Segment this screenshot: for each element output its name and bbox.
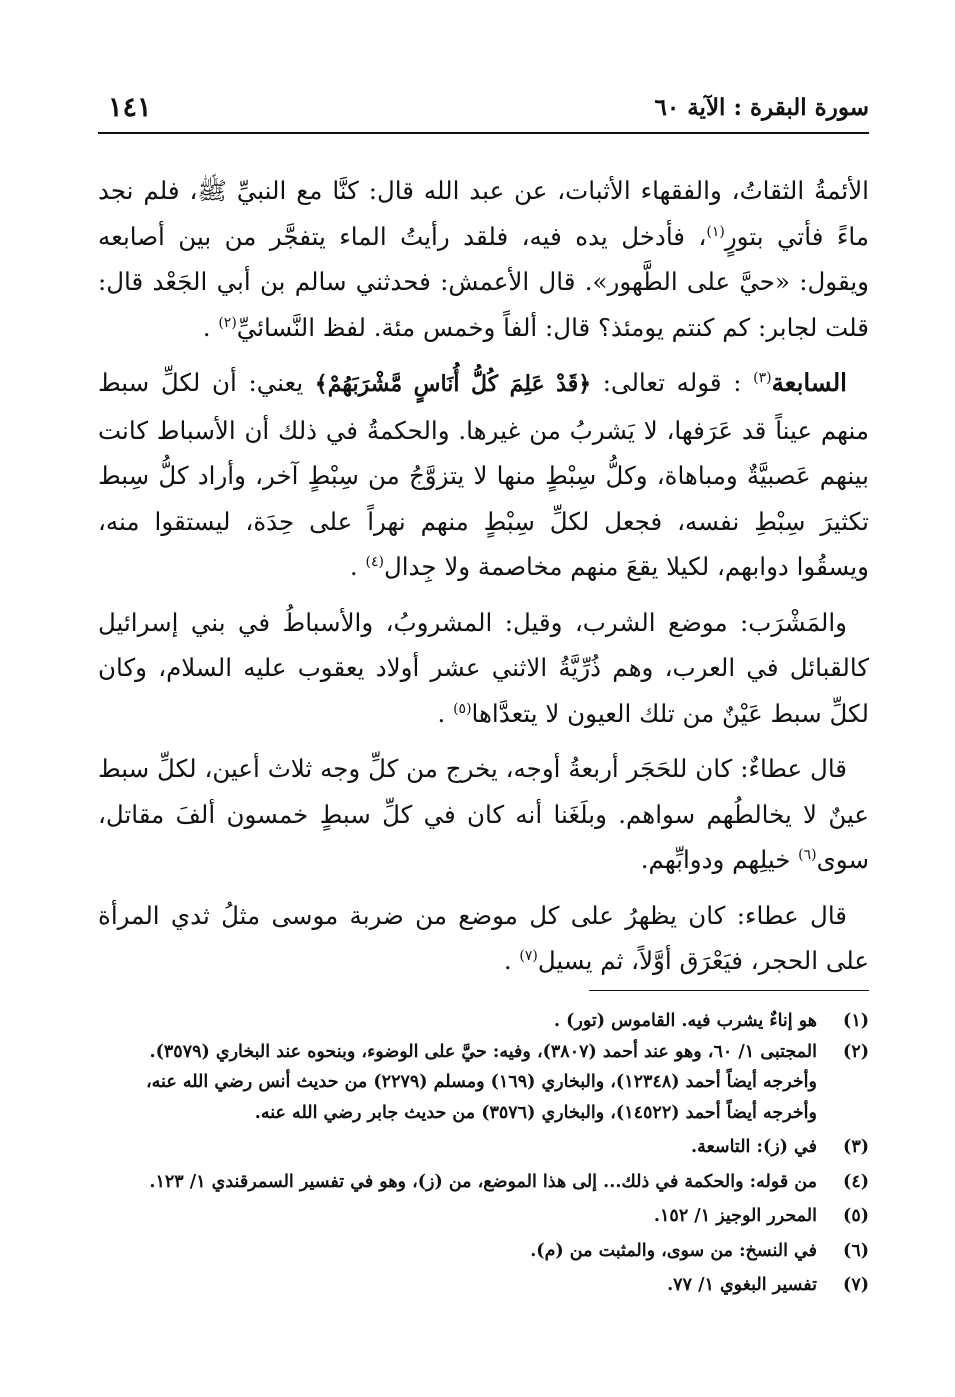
footnote-text: في النسخ: من سوى، والمثبت من (م).: [530, 1240, 817, 1261]
text-run: قال عطاءٌ: كان للحَجَر أربعةُ أوجه، يخرج من كلِّ وجه ثلاث أعين، لكلِّ سبط عينٌ لا يخالطُهم سواهم. وبلَغَنا أنه كان في كلِّ سبطٍ خمسون ألفَ مقاتل، سوى: [98, 754, 869, 874]
main-text: [98, 168, 869, 994]
footnotes: [98, 1006, 869, 1301]
footnote-divider: [589, 990, 869, 991]
footnote-ref-5: (٥): [453, 700, 472, 717]
paragraph-1: [98, 168, 869, 350]
footnote-number: (٧): [843, 1275, 869, 1295]
footnote-4: [98, 1167, 869, 1198]
text-run: .: [349, 552, 366, 581]
paragraph-4: [98, 746, 869, 883]
paragraph-3: [98, 600, 869, 737]
text-run: قال عطاء: كان يظهرُ على كل موضع من ضربة موسى مثلُ ثدي المرأة على الحجر، فيَعْرَق أوَّلاً، ثم يسيل: [98, 900, 869, 975]
footnote-number: (٢): [843, 1041, 869, 1062]
footnote-ref-7: (٧): [519, 947, 538, 964]
text-run: .: [437, 698, 454, 728]
text-run: : قوله تعالى:: [591, 368, 754, 397]
footnote-ref-3: (٣): [753, 369, 772, 386]
footnote-ref-2: (٢): [218, 314, 237, 331]
footnote-1: [98, 1006, 869, 1037]
issue-label: السابعة: [771, 368, 847, 397]
text-run: .: [503, 946, 520, 975]
footnote-6: [98, 1236, 869, 1267]
page-number: ١٤١: [108, 92, 152, 123]
footnote-2: [98, 1037, 869, 1129]
footnote-text: هو إناءٌ يشرب فيه. القاموس (تور) .: [553, 1011, 817, 1031]
footnote-7: [98, 1270, 869, 1301]
footnote-text: من قوله: والحكمة في ذلك... إلى هذا الموضع، من (ز)، وهو في تفسير السمرقندي ١/ ١٢٣.: [149, 1171, 817, 1192]
text-run: .: [202, 312, 219, 342]
paragraph-5: [98, 893, 869, 984]
text-run: الأئمةُ الثقاتُ، والفقهاء الأثبات، عن عبد الله قال: كنَّا مع النبيِّ ﷺ، فلم نجد ماءً فأتي بتورٍ: [98, 176, 869, 251]
footnote-ref-4: (٤): [365, 553, 384, 570]
footnote-number: (٥): [843, 1206, 869, 1226]
running-title: سورة البقرة : الآية ٦٠: [654, 94, 869, 121]
footnote-3: [98, 1132, 869, 1163]
text-run: خيلِهم ودوابِّهم.: [640, 845, 799, 874]
footnote-text: في (ز): التاسعة.: [691, 1137, 817, 1157]
quran-verse: ﴿قَدْ عَلِمَ كُلُّ أُنَاسٍ مَّشْرَبَهُمْ﴾: [314, 371, 592, 397]
footnote-number: (٦): [843, 1240, 869, 1261]
footnote-ref-6: (٦): [798, 846, 817, 863]
footnote-number: (٣): [843, 1137, 869, 1157]
footnote-text: المحرر الوجيز ١/ ١٥٢.: [653, 1206, 817, 1226]
paragraph-2: [98, 360, 869, 590]
footnote-number: (١): [843, 1011, 869, 1031]
footnote-text: المجتبى ١/ ٦٠، وهو عند أحمد (٣٨٠٧)، وفيه: حيَّ على الوضوء، وبنحوه عند البخاري (٣٥٧٩). وأخرجه أيضاً أحمد (١٢٣٤٨)، والبخاري (١٦٩) ومسلم (٢٢٧٩) من حديث أنس رضي الله عنه، وأخرجه أيضاً أحمد (١٤٥٢٢)، والبخاري (٣٥٧٦) من حديث جابر رضي الله عنه.: [146, 1041, 817, 1123]
page-header: [98, 88, 869, 134]
text-run: ، فأدخل يده فيه، فلقد رأيتُ الماء يتفجَّر من بين أصابعه ويقول: «حيَّ على الطَّهور». قال الأعمش: فحدثني سالم بن أبي الجَعْد قال: قلت لجابر: كم كنتم يومئذ؟ قال: ألفاً وخمس مئة. لفظ النَّسائيِّ: [98, 221, 869, 342]
text-run: والمَشْرَب: موضع الشرب، وقيل: المشروبُ، والأسباطُ في بني إسرائيل كالقبائل في العرب، وهم ذُرِّيَّةُ الاثني عشر أولاد يعقوب عليه السلام، وكان لكلِّ سبط عَيْنٌ من تلك العيون لا يتعدَّاها: [98, 607, 869, 728]
footnote-number: (٤): [843, 1171, 869, 1192]
text-run: يعني: أن لكلِّ سبط منهم عيناً قد عَرَفها، لا يَشربُ من غيرها. والحكمةُ في ذلك أن الأسباط كانت بينهم عَصبيَّةٌ ومباهاة، وكلُّ سِبْطٍ منها لا يتزوَّجُ من سِبْطٍ آخر، وأراد كلُّ سِبط تكثيرَ سِبْطِ نفسه، فجعل لكلِّ سِبْطٍ منهم نهراً على حِدَة، ليستقوا منه، ويسقُوا دوابهم، لكيلا يقعَ منهم مخاصمة ولا جِدال: [98, 368, 869, 581]
footnote-ref-1: (١): [706, 223, 725, 240]
footnote-text: تفسير البغوي ١/ ٧٧.: [667, 1275, 817, 1295]
footnote-5: [98, 1201, 869, 1232]
